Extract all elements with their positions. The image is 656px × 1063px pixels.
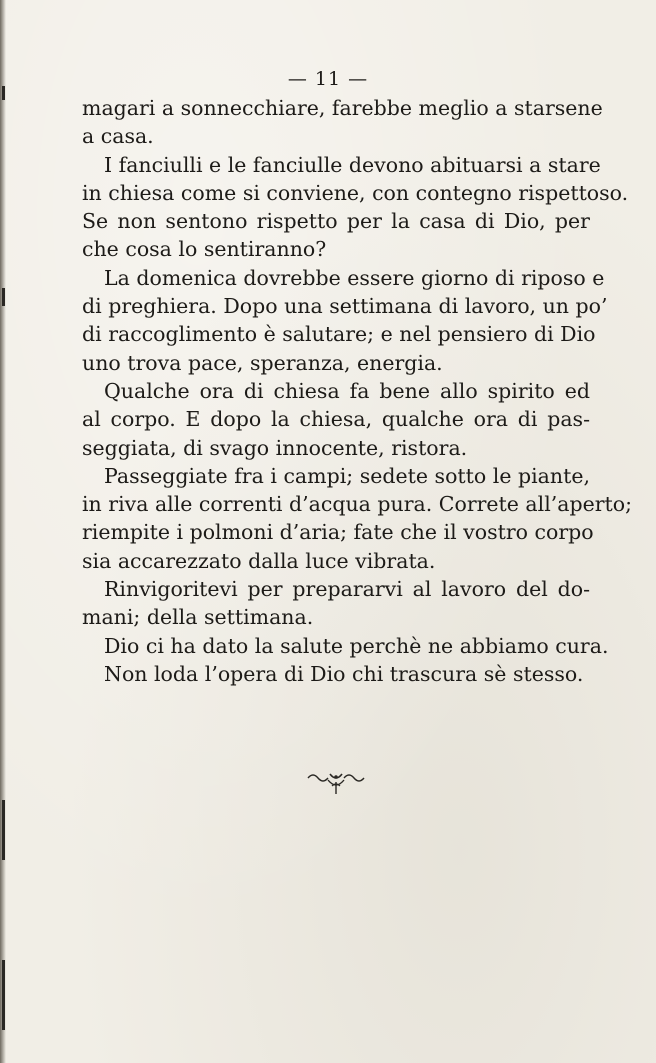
text-line: in chiesa come si conviene, con contegno rispettoso. bbox=[82, 180, 629, 205]
text-line: Se non sentono rispetto per la casa di Dio, per bbox=[82, 209, 590, 234]
page-binding-edge bbox=[0, 0, 6, 1063]
text-line: di raccoglimento è salutare; e nel pensiero di Dio bbox=[82, 322, 596, 347]
ornament-flourish-icon bbox=[304, 768, 368, 796]
text-line: mani; della settimana. bbox=[82, 605, 314, 630]
body-text bbox=[82, 94, 633, 688]
text-line: magari a sonnecchiare, farebbe meglio a starsene bbox=[82, 96, 603, 120]
text-line: uno trova pace, speranza, energia. bbox=[82, 350, 443, 375]
paragraph bbox=[82, 462, 633, 575]
paragraph bbox=[82, 660, 590, 688]
text-line: di preghiera. Dopo una settimana di lavoro, un po’ bbox=[82, 294, 608, 319]
binding-mark bbox=[2, 288, 5, 306]
text-line: riempite i polmoni d’aria; fate che il vostro corpo bbox=[82, 520, 594, 545]
text-line: seggiata, di svago innocente, ristora. bbox=[82, 435, 468, 460]
text-line: Dio ci ha dato la salute perchè ne abbiamo cura. bbox=[104, 633, 609, 658]
text-line: Qualche ora di chiesa fa bene allo spirito ed bbox=[104, 378, 590, 403]
paragraph bbox=[82, 151, 629, 264]
text-line: che cosa lo sentiranno? bbox=[82, 237, 327, 262]
text-line: La domenica dovrebbe essere giorno di riposo e bbox=[104, 265, 605, 290]
binding-mark bbox=[2, 960, 5, 1030]
paragraph bbox=[82, 377, 590, 462]
text-line: sia accarezzato dalla luce vibrata. bbox=[82, 548, 436, 573]
text-line: in riva alle correnti d’acqua pura. Correte all’aperto; bbox=[82, 492, 633, 517]
page-number: — 11 — bbox=[287, 68, 369, 90]
paragraph bbox=[82, 632, 609, 660]
text-line: al corpo. E dopo la chiesa, qualche ora di pas- bbox=[82, 407, 590, 432]
text-line: I fanciulli e le fanciulle devono abituarsi a stare bbox=[104, 152, 601, 177]
paragraph bbox=[82, 264, 608, 377]
paragraph bbox=[82, 94, 603, 151]
paragraph bbox=[82, 575, 590, 632]
text-line: a casa. bbox=[82, 124, 154, 149]
binding-mark bbox=[2, 800, 5, 860]
text-line: Rinvigoritevi per prepararvi al lavoro del do- bbox=[104, 577, 590, 602]
text-line: Passeggiate fra i campi; sedete sotto le piante, bbox=[104, 463, 590, 488]
text-line: Non loda l’opera di Dio chi trascura sè stesso. bbox=[104, 661, 584, 686]
